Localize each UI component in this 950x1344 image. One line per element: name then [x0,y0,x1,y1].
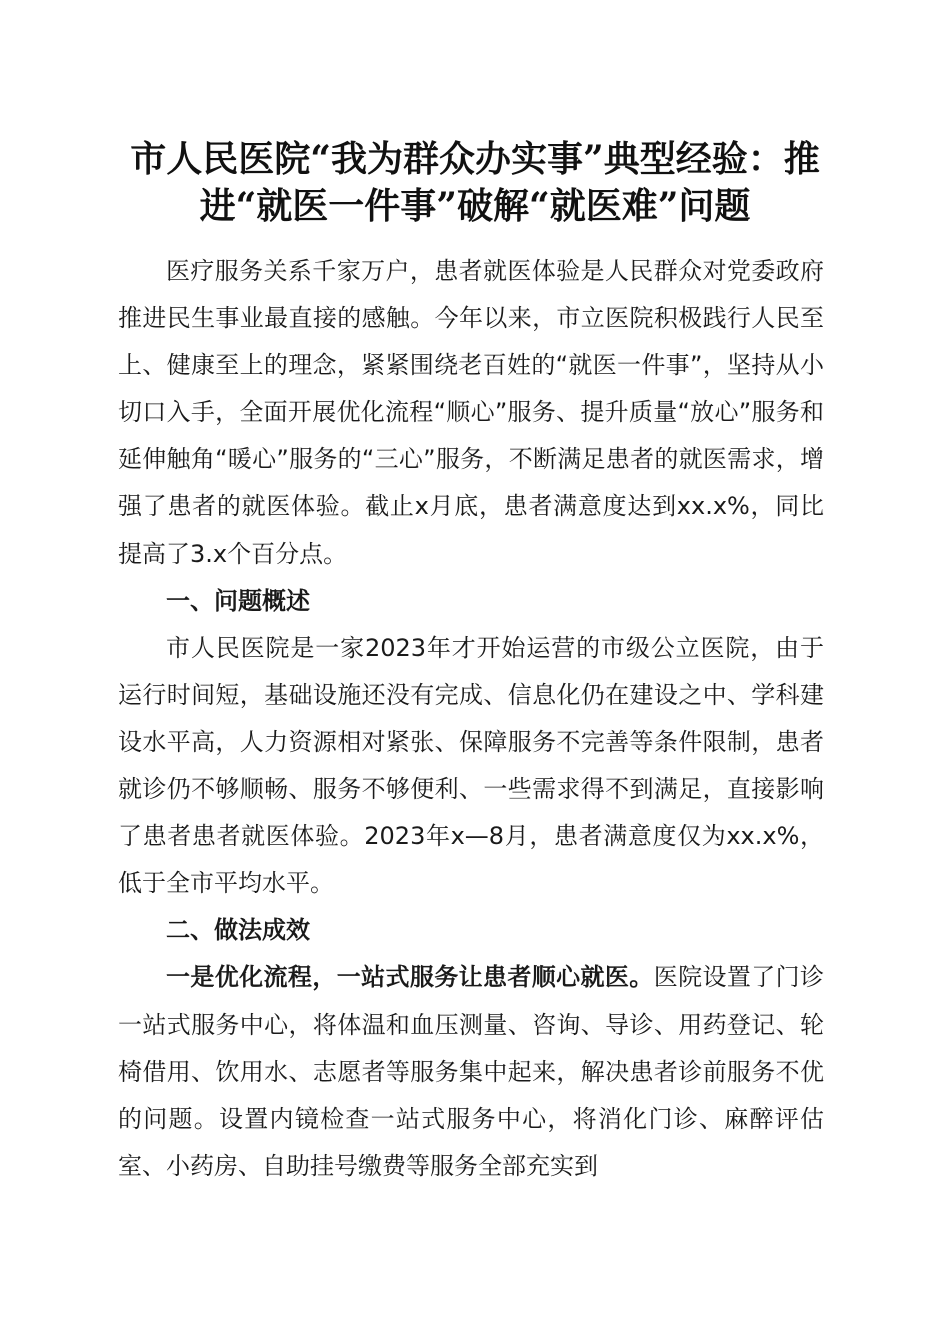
practices-lead-sentence: 一是优化流程，一站式服务让患者顺心就医。 [166,963,654,992]
document-body [118,248,824,1190]
intro-paragraph: 医疗服务关系千家万户，患者就医体验是人民群众对党委政府推进民生事业最直接的感触。今年以来，市立医院积极践行人民至上、健康至上的理念，紧紧围绕老百姓的“就医一件事”，坚持从小切口入手，全面开展优化流程“顺心”服务、提升质量“放心”服务和延伸触角“暖心”服务的“三心”服务，不断满足患者的就医需求，增强了患者的就医体验。截止x月底，患者满意度达到xx.x%，同比提高了3.x个百分点。 [118,257,824,568]
practices-text: 医院设置了门诊一站式服务中心，将体温和血压测量、咨询、导诊、用药登记、轮椅借用、饮用水、志愿者等服务集中起来，解决患者诊前服务不优的问题。设置内镜检查一站式服务中心，将消化门诊、麻醉评估室、小药房、自助挂号缴费等服务全部充实到 [118,963,825,1180]
document-title: 市人民医院“我为群众办实事”典型经验：推进“就医一件事”破解“就医难”问题 [130,138,820,227]
practices-paragraph [118,954,824,1189]
section-heading-practices-results: 二、做法成效 [166,916,310,945]
problem-overview-paragraph: 市人民医院是一家2023年才开始运营的市级公立医院，由于运行时间短，基础设施还没有完成、信息化仍在建设之中、学科建设水平高，人力资源相对紧张、保障服务不完善等条件限制，患者就诊仍不够顺畅、服务不够便利、一些需求得不到满足，直接影响了患者患者就医体验。2023年x—8月，患者满意度仅为xx.x%，低于全市平均水平。 [118,633,824,898]
section-heading-problem-overview: 一、问题概述 [166,586,310,615]
